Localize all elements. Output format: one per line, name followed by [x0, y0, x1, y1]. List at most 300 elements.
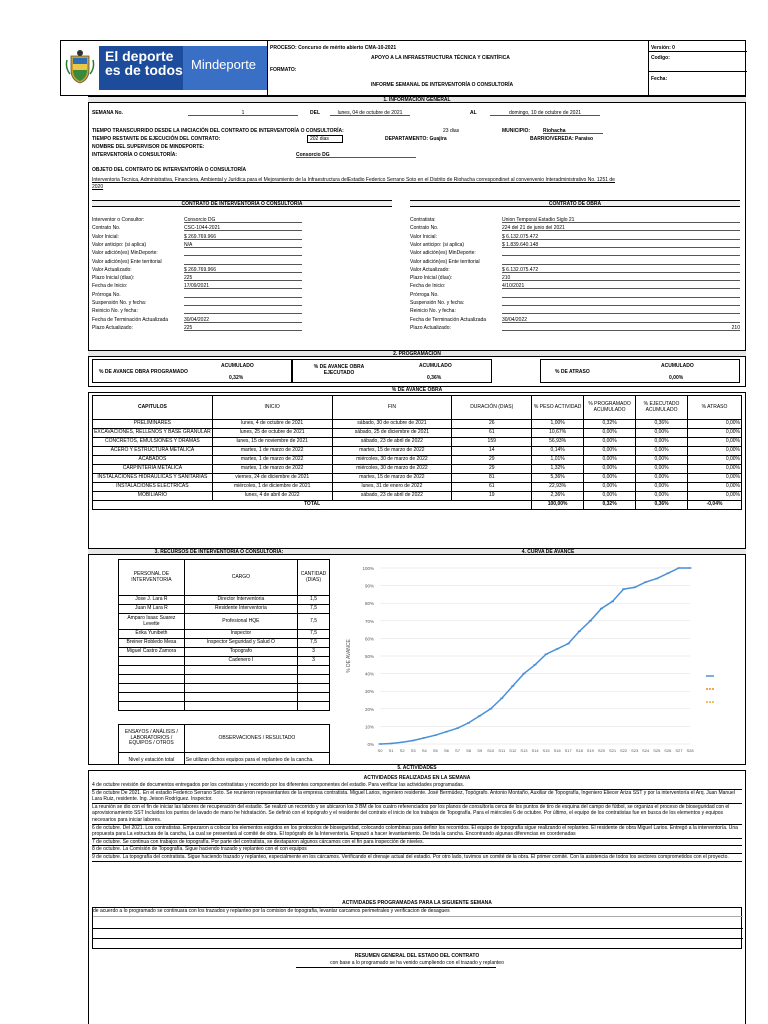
contract-field-label: Interventor o Consultor:: [92, 217, 145, 223]
prog-cell: 0,00%: [584, 465, 636, 474]
contract-field-value: [184, 259, 302, 265]
contract-field-label: Plazo Inicial (días):: [410, 275, 453, 282]
prog-cell: martes, 1 de marzo de 2022: [212, 465, 332, 474]
prog-cell: 0,00%: [636, 429, 688, 438]
objeto-value: Interventoria Tecnica, Administrativa, Financiera, Ambiental y Jurídica para el Mejoramiento de la Infraestructura delEstadio Federico Serrano Soto en el Distrito de Riohacha correspondinet al convenvenio Interadministrativo No. 1251 de: [92, 177, 615, 183]
logo-brand: Mindeporte: [191, 57, 257, 72]
data-point: [545, 654, 548, 655]
x-tick-label: S15: [542, 748, 550, 753]
prog-cell: ACABADOS: [93, 456, 213, 465]
prog-cell: lunes, 25 de octubre de 2021: [212, 429, 332, 438]
prog-cell: 0,00%: [688, 429, 742, 438]
data-point: [401, 742, 404, 743]
data-point: [379, 743, 382, 744]
prog-col-header: INICIO: [212, 396, 332, 420]
al-label: AL: [470, 110, 477, 116]
del-label: DEL: [310, 110, 320, 116]
data-point: [689, 567, 692, 568]
data-point: [390, 743, 393, 744]
avance-programado-box: % DE AVANCE OBRA PROGRAMADO ACUMULADO 0,32%: [92, 359, 292, 383]
prog-cell: 0,00%: [688, 474, 742, 483]
data-point: [412, 740, 415, 741]
total-label: TOTAL: [93, 501, 532, 510]
prog-cell: 0,00%: [688, 465, 742, 474]
recurso-cell: Breiner Robledo Mesa: [119, 639, 185, 648]
table-row: [93, 492, 742, 501]
interventoria-value: Consorcio DG: [296, 152, 416, 158]
y-tick-label: 10%: [364, 724, 374, 730]
objeto-label: OBJETO DEL CONTRATO DE INTERVENTORÍA O CONSULTORÍA: [92, 167, 247, 173]
recursos-table: [118, 559, 330, 711]
prog-cell: 81: [452, 474, 532, 483]
contract-field-label: Valor Inicial:: [92, 233, 119, 240]
barrio-label: BARRIO/VEREDA: Paraiso: [530, 136, 594, 142]
tiempo-label: TIEMPO TRANSCURRIDO DESDE LA INICIACIÓN DEL CONTRATO DE INTERVENTORÍA O CONSULTORÍA:: [92, 128, 344, 134]
prog-cell: 26: [452, 420, 532, 429]
total-cell: -0,04%: [688, 501, 742, 510]
fecha: Fecha:: [651, 76, 668, 82]
avance-ejecutado-box: % DE AVANCE OBRA EJECUTADO ACUMULADO 0,36%: [292, 359, 492, 383]
prog-cell: sábado, 25 de diciembre de 2021: [332, 429, 452, 438]
prog-cell: 5,36%: [532, 474, 584, 483]
data-point: [534, 664, 537, 665]
data-point: [489, 708, 492, 709]
data-point: [677, 567, 680, 568]
contract-field-label: Prórroga No.: [410, 291, 439, 298]
x-tick-label: S19: [586, 748, 594, 753]
recurso-cell: 7,5: [298, 630, 330, 639]
x-tick-label: S3: [410, 748, 416, 753]
prog-cell: ACERO Y ESTRUCTURA METALICA: [93, 447, 213, 456]
prog-cell: 0,00%: [688, 447, 742, 456]
y-tick-label: 30%: [364, 689, 374, 695]
recurso-cell: [119, 657, 185, 666]
prog-cell: 22,93%: [532, 483, 584, 492]
total-cell: 0,36%: [636, 501, 688, 510]
recurso-cell: Profesional HQE: [184, 614, 297, 630]
contract-field-value: 30/04/2022: [184, 317, 302, 323]
prog-cell: 0,14%: [532, 447, 584, 456]
data-point: [578, 631, 581, 632]
col-cargo: CARGO: [184, 560, 297, 596]
table-row: [93, 420, 742, 429]
data-point: [633, 587, 636, 588]
prog-cell: INSTALACIONES ELÉCTRICAS: [93, 483, 213, 492]
x-tick-label: S11: [498, 748, 506, 753]
nivel-label: Nivel y estación total: [119, 753, 185, 769]
x-tick-label: S25: [653, 748, 661, 753]
nivel-obs: Se utilizan dichos equipos para el replanteo de la cancha.: [184, 753, 329, 769]
table-row: [119, 657, 330, 666]
prog-cell: lunes, 4 de octubre de 2021: [212, 420, 332, 429]
empty-row: [119, 675, 330, 684]
objeto-value-2: 2020: [92, 184, 104, 190]
section-2-title: 2. PROGRAMACIÓN: [88, 350, 746, 357]
contract-field-label: Suspensión No. y fecha:: [410, 300, 465, 306]
recurso-cell: Amparo Isaac Suarez Levette: [119, 614, 185, 630]
data-point: [434, 735, 437, 736]
actividad-paragraph: 8 de octubre. La Comisión de Topografía. Sigue haciendo trazado y replanteo con el con equipos: [92, 846, 742, 854]
contract-field-label: Plazo Actualizado:: [92, 324, 133, 331]
prog-cell: martes, 15 de marzo de 2022: [332, 447, 452, 456]
contract-field-label: Valor anticipo: (si aplica): [92, 241, 147, 248]
prog-cell: 0,00%: [688, 420, 742, 429]
actividad-paragraph: La reunión se dio con el fin de iniciar las labores de recuperación del estadio. Se realizó un recorrido y se ubicaron los 3 BM de los cuatro referenciados por los planos de consultoría cerca de los puntos de tiro de esquina del campo de fútbol, se organiza el proceso de bioseguridad con el aprovisionamiento SST Incluidos los puntos de lavado de mano he hidratación. Se definió con el topógrafo y el residente del contrato el inicio de los trabajos de Topografía. Para el miércoles 6 de octubre. Por último, el equipo de los contratistas fue en busca de los elementos y equipos necesarios para iniciar labores.: [92, 804, 742, 825]
prog-cell: 0,00%: [636, 474, 688, 483]
prog-cell: 2,36%: [532, 492, 584, 501]
prog-cell: martes, 1 de marzo de 2022: [212, 447, 332, 456]
recurso-cell: 7,5: [298, 605, 330, 614]
version: Versión: 0: [651, 45, 675, 51]
prog-cell: miércoles, 30 de marzo de 2022: [332, 465, 452, 474]
semana-value: 1: [188, 110, 298, 116]
contract-field-label: Fecha de Inicio:: [92, 283, 128, 290]
contract-field-value: 224 del 21 de junio del 2021: [502, 225, 740, 231]
y-tick-label: 20%: [364, 706, 374, 712]
prog-cell: 29: [452, 456, 532, 465]
total-cell: 0,32%: [584, 501, 636, 510]
data-point: [589, 620, 592, 621]
table-row: [93, 438, 742, 447]
recurso-cell: 7,5: [298, 639, 330, 648]
resumen-title: RESUMEN GENERAL DEL ESTADO DEL CONTRATO: [354, 953, 480, 959]
codigo: Codigo:: [651, 55, 670, 61]
resumen-text: con base a lo programado se ha venido cumpliendo con el trazado y replanteo: [330, 960, 504, 966]
data-point: [456, 727, 459, 728]
contract-field-label: Valor adición(es) Ente territorial: [410, 258, 480, 265]
data-point: [600, 608, 603, 609]
prog-cell: MOBILIARIO: [93, 492, 213, 501]
actividad-paragraph: 6 de octubre. Del 2021. Los contratistas. Empezaron a colocar los elementos exigidos en los protocolos de bioseguridad, colocando colombinas para definir los recorridos. El equipo de topografía sigue realizando el replanteo. El residente de obra Miguel Larios. Entregó a la interventoría. Una propuesta para La estructura de la cancha, La cual se presentará al comité de obra. El topógrafo de la Interventoría. Empazó a hacer levantamiento. De toda la cancha. Encontrando algunas diferencias en coordenadas: [92, 825, 742, 839]
empty-row: [119, 684, 330, 693]
municipio-value: Riohacha: [543, 128, 603, 134]
contract-field-value: CSC-1044-2021: [184, 225, 302, 231]
programadas-box: [92, 907, 742, 949]
prog-cell: lunes, 4 de abril de 2022: [212, 492, 332, 501]
restante-value: 202 dias: [307, 135, 343, 143]
prog-cell: 0,00%: [584, 474, 636, 483]
y-tick-label: 60%: [364, 636, 374, 642]
prog-cell: 0,00%: [584, 429, 636, 438]
contract-field-value: [502, 259, 740, 265]
empty-row: [119, 666, 330, 675]
prog-cell: miércoles, 30 de marzo de 2022: [332, 456, 452, 465]
table-row: [119, 639, 330, 648]
x-tick-label: S21: [608, 748, 617, 753]
form-header: [60, 40, 746, 96]
x-tick-label: S26: [664, 748, 672, 753]
prog-cell: 159: [452, 438, 532, 447]
contract-field-value: Union Temporal Estadio Siglo 21: [502, 217, 740, 223]
prog-cell: 1,01%: [532, 456, 584, 465]
contract-field-value: [502, 292, 740, 298]
data-point: [500, 698, 503, 699]
formato-label: FORMATO:: [270, 67, 297, 73]
area-title: APOYO A LA INFRAESTRUCTURA TÉCNICA Y CIENTÍFICA: [371, 55, 510, 61]
realizadas-title: ACTIVIDADES REALIZADAS EN LA SEMANA: [363, 775, 471, 781]
prog-col-header: % PESO ACTIVIDAD: [532, 396, 584, 420]
prog-col-header: % PROGRAMADO ACUMULADO: [584, 396, 636, 420]
semana-label: SEMANA No.: [92, 110, 123, 116]
x-tick-label: S18: [575, 748, 583, 753]
contract-field-label: Plazo Inicial (días):: [92, 275, 135, 282]
x-tick-label: S13: [520, 748, 528, 753]
x-tick-label: S28: [686, 748, 694, 753]
prog-cell: 0,00%: [636, 492, 688, 501]
prog-cell: 0,00%: [584, 483, 636, 492]
contract-field-label: Valor Actualizado:: [92, 266, 132, 273]
col-personal: PERSONAL DE INTERVENTORIA: [119, 560, 185, 596]
prog-cell: 0,00%: [636, 465, 688, 474]
supervisor-label: NOMBRE DEL SUPERVISOR DE MINDEPORTE:: [92, 144, 205, 150]
data-point: [644, 581, 647, 582]
prog-cell: 0,00%: [584, 447, 636, 456]
prog-cell: lunes, 31 de enero de 2022: [332, 483, 452, 492]
contract-field-label: Valor adición(es) MinDeporte:: [410, 250, 476, 257]
recurso-cell: Cadenero I: [184, 657, 297, 666]
coat-of-arms-icon: [65, 50, 95, 84]
contract-field-value: Consorcio DG: [184, 217, 302, 223]
prog-cell: 0,00%: [688, 456, 742, 465]
contract-field-value: $ 269.769.966: [184, 234, 302, 240]
x-tick-label: S9: [477, 748, 483, 753]
logo: [61, 41, 267, 95]
data-point: [622, 588, 625, 589]
prog-col-header: FIN: [332, 396, 452, 420]
contract-field-label: Reinicio No. y fecha:: [410, 308, 456, 315]
tiempo-value: 23 dias: [443, 128, 460, 134]
contract-field-label: Valor anticipo: (si aplica): [410, 241, 465, 248]
contract-field-label: Fecha de Terminación Actualizada: [410, 316, 487, 323]
contract-field-value: [184, 300, 302, 306]
col-cantidad: CANTIDAD (DIAS): [298, 560, 330, 596]
x-tick-label: S22: [620, 748, 628, 753]
x-tick-label: S2: [399, 748, 405, 753]
recurso-cell: Juan M Lara R: [119, 605, 185, 614]
x-tick-label: S16: [553, 748, 561, 753]
table-row: [119, 605, 330, 614]
table-row: [119, 596, 330, 605]
prog-cell: viernes, 24 de diciembre de 2021: [212, 474, 332, 483]
prog-cell: sábado, 30 de octubre de 2021: [332, 420, 452, 429]
recurso-cell: 1,5: [298, 596, 330, 605]
recurso-cell: Residente Interventoria: [184, 605, 297, 614]
contract-field-value: 225: [184, 275, 302, 281]
x-tick-label: S1: [388, 748, 394, 753]
x-tick-label: S20: [597, 748, 605, 753]
prog-cell: sábado, 23 de abril de 2022: [332, 492, 452, 501]
contract-field-label: Contrato No.: [92, 225, 121, 232]
prog-cell: 0,00%: [636, 447, 688, 456]
y-tick-label: 40%: [364, 671, 374, 677]
contract-field-label: Prórroga No.: [92, 291, 121, 298]
table-row: [93, 447, 742, 456]
data-point: [666, 573, 669, 574]
contract-field-value: $ 1.839.640.148: [502, 242, 740, 248]
section-1-title: 1. INFORMACIÓN GENERAL: [88, 96, 746, 103]
logo-text: El deporte es de todos: [105, 48, 183, 78]
prog-cell: 0,32%: [584, 420, 636, 429]
x-tick-label: S4: [421, 748, 427, 753]
atraso-value: 0,00%: [669, 375, 684, 381]
section-4-title: 4. CURVA DE AVANCE: [350, 548, 746, 555]
contract-field-label: Contrato No.: [410, 225, 439, 232]
prog-cell: 56,93%: [532, 438, 584, 447]
data-point: [478, 715, 481, 716]
prog-cell: 0,00%: [688, 483, 742, 492]
prog-cell: 10,67%: [532, 429, 584, 438]
y-tick-label: 80%: [364, 601, 374, 607]
contract-field-value: 225: [184, 325, 302, 331]
avance-ejecutado-value: 0,36%: [427, 375, 442, 381]
prog-cell: martes, 1 de marzo de 2022: [212, 456, 332, 465]
total-row: [93, 501, 742, 510]
ensayos-label: ENSAYOS / ANÁLISIS / LABORATORIOS / EQUIPOS / OTROS: [119, 725, 185, 753]
avance-programado-value: 0,32%: [229, 375, 244, 381]
contract-field-value: 30/04/2022: [502, 317, 740, 323]
contract-field-value: $ 6.132.075.472: [502, 267, 740, 273]
table-row: [93, 483, 742, 492]
table-row: [93, 429, 742, 438]
table-row: [93, 456, 742, 465]
recurso-cell: Jose J. Lara R: [119, 596, 185, 605]
prog-cell: 0,36%: [636, 420, 688, 429]
x-tick-label: S6: [443, 748, 449, 753]
atraso-box: % DE ATRASO ACUMULADO 0,00%: [540, 359, 740, 383]
table-row: [119, 614, 330, 630]
contract-field-value: [184, 292, 302, 298]
recurso-cell: Topografo: [184, 648, 297, 657]
actividad-paragraph: 7 de octubre. Se continua con trabajos de topografía. Por parte del contratista, se destaparon algunos cárcamos con el fin para inspección de niveles.: [92, 839, 742, 847]
programadas-title: ACTIVIDADES PROGRAMADAS PARA LA SIGUIENTE SEMANA: [342, 900, 492, 906]
prog-cell: 61: [452, 429, 532, 438]
total-cell: 100,00%: [532, 501, 584, 510]
contract-field-value: 210: [502, 325, 740, 331]
contract-field-label: Valor adición(es) MinDeporte:: [92, 250, 158, 257]
recurso-cell: Inspector Seguridad y Salud O: [184, 639, 297, 648]
data-point: [556, 648, 559, 649]
prog-cell: CARPINTERIA METALICA: [93, 465, 213, 474]
prog-cell: 1,00%: [532, 420, 584, 429]
prog-cell: sábado, 23 de abril de 2022: [332, 438, 452, 447]
contract-field-label: Fecha de Inicio:: [410, 283, 446, 290]
x-tick-label: S12: [509, 748, 517, 753]
empty-row: [119, 702, 330, 711]
section-3-title: 3. RECURSOS DE INTERVENTORÍA O CONSULTORIA:: [88, 548, 350, 555]
y-tick-label: 70%: [364, 618, 374, 624]
programadas-text: de acuerdo a lo programado se continuara con los trazados y replanteo por la comision de topografia, levantar carcamos perimetrales y verificacion de desagues: [93, 908, 450, 914]
prog-cell: 1,32%: [532, 465, 584, 474]
contract-field-value: 210: [502, 275, 740, 281]
contract-field-label: Plazo Actualizado:: [410, 324, 451, 331]
data-point: [611, 601, 614, 602]
prog-cell: 0,00%: [584, 456, 636, 465]
x-tick-label: S5: [432, 748, 438, 753]
prog-col-header: DURACIÓN (DIAS): [452, 396, 532, 420]
actividades-list: [92, 782, 742, 862]
contract-field-value: $ 269.769.966: [184, 267, 302, 273]
prog-cell: 0,00%: [584, 492, 636, 501]
recurso-cell: 3: [298, 657, 330, 666]
x-tick-label: S17: [564, 748, 572, 753]
contract-field-label: Valor adición(es) Ente territorial: [92, 258, 162, 265]
y-axis-label: % DE AVANCE: [346, 639, 352, 673]
contrato-interventoria-title: CONTRATO DE INTERVENTORÍA O CONSULTORÍA: [92, 200, 392, 207]
ensayos-table: [118, 724, 330, 769]
municipio-label: MUNICIPIO:: [502, 128, 531, 134]
empty-row: [119, 693, 330, 702]
prog-cell: 0,00%: [584, 438, 636, 447]
x-tick-label: S0: [377, 748, 383, 753]
recurso-cell: Director Interventoria: [184, 596, 297, 605]
recurso-cell: 7,5: [298, 614, 330, 630]
form-title: INFORME SEMANAL DE INTERVENTORÍA O CONSULTORÍA: [371, 82, 514, 88]
prog-cell: 0,00%: [636, 456, 688, 465]
prog-cell: INSTALACIONES HIDRAULICAS Y SANITARIAS: [93, 474, 213, 483]
prog-cell: 0,00%: [688, 492, 742, 501]
recurso-cell: Miguel Castro Zamora: [119, 648, 185, 657]
prog-cell: CONCRETOS, EMULSIONES Y DRAMAS: [93, 438, 213, 447]
x-tick-label: S7: [455, 748, 460, 753]
contrato-obra-title: CONTRATO DE OBRA: [410, 200, 740, 207]
recurso-cell: Inspector: [184, 630, 297, 639]
x-tick-label: S23: [631, 748, 639, 753]
contract-field-label: Reinicio No. y fecha:: [92, 308, 138, 315]
table-row: [119, 630, 330, 639]
table-row: [93, 465, 742, 474]
table-row: [93, 474, 742, 483]
proceso: PROCESO: Concurso de mérito abierto CMA-10-2021: [270, 45, 397, 51]
prog-cell: 29: [452, 465, 532, 474]
y-tick-label: 0%: [367, 742, 374, 747]
contract-field-label: Suspensión No. y fecha:: [92, 300, 147, 306]
x-tick-label: S10: [487, 748, 495, 753]
avance-obra-title: % DE AVANCE OBRA: [88, 386, 746, 393]
data-point: [522, 673, 525, 674]
x-tick-label: S24: [642, 748, 650, 753]
data-point: [655, 578, 658, 579]
restante-label: TIEMPO RESTANTE DE EJECUCIÓN DEL CONTRATO:: [92, 136, 221, 142]
prog-cell: lunes, 15 de noviembre de 2021: [212, 438, 332, 447]
prog-cell: PRELIMINARES: [93, 420, 213, 429]
contract-field-value: [502, 308, 740, 314]
data-point: [467, 722, 470, 723]
contract-field-value: $ 6.132.075.472: [502, 234, 740, 240]
observaciones-label: OBSERVACIONES / RESULTADO: [184, 725, 329, 753]
prog-cell: EXCAVACIONES, RELLENOS Y BASE GRANULAR: [93, 429, 213, 438]
contract-field-value: [184, 250, 302, 256]
section-5-title: 5. ACTIVIDADES: [88, 764, 746, 771]
programacion-table: [92, 395, 742, 510]
x-tick-label: S8: [466, 748, 472, 753]
contract-field-value: N/A: [184, 242, 302, 248]
contract-field-value: 4/10/2021: [502, 283, 740, 289]
departamento-label: DEPARTAMENTO: Guajira: [385, 136, 447, 142]
del-value: lunes, 04 de octubre de 2021: [330, 110, 410, 116]
contract-field-label: Fecha de Terminación Actualizada: [92, 316, 169, 323]
contract-field-value: [502, 250, 740, 256]
prog-col-header: % ATRASO: [688, 396, 742, 420]
recurso-cell: Erika Yunibeth: [119, 630, 185, 639]
prog-cell: martes, 15 de marzo de 2022: [332, 474, 452, 483]
recurso-cell: 3: [298, 648, 330, 657]
contract-field-value: [184, 308, 302, 314]
table-row: [119, 648, 330, 657]
prog-cell: 19: [452, 492, 532, 501]
contract-field-label: Valor Inicial:: [410, 233, 437, 240]
y-tick-label: 100%: [362, 566, 374, 571]
contract-field-label: Valor Actualizado:: [410, 266, 450, 273]
